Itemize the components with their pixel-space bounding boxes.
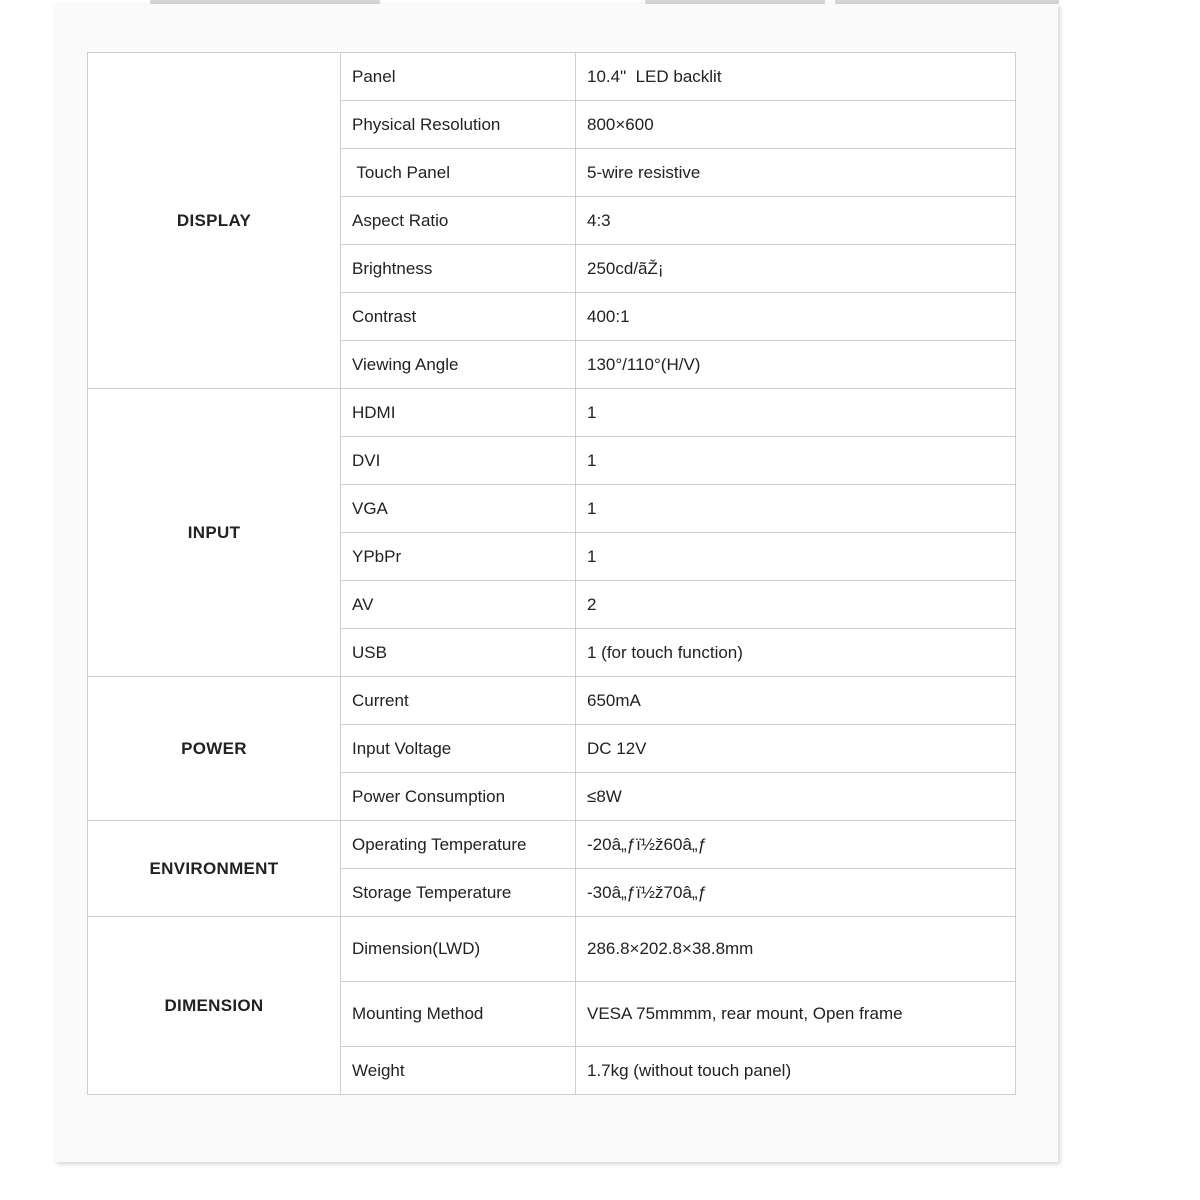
spec-value: 286.8×202.8×38.8mm bbox=[576, 917, 1016, 982]
spec-label: Physical Resolution bbox=[341, 101, 576, 149]
category-power: POWER bbox=[88, 677, 341, 821]
spec-value: 400:1 bbox=[576, 293, 1016, 341]
spec-label: Mounting Method bbox=[341, 982, 576, 1047]
spec-label: Storage Temperature bbox=[341, 869, 576, 917]
spec-label: Panel bbox=[341, 53, 576, 101]
category-environment: ENVIRONMENT bbox=[88, 821, 341, 917]
spec-label: AV bbox=[341, 581, 576, 629]
spec-value: -20â„ƒï½ž60â„ƒ bbox=[576, 821, 1016, 869]
spec-value: 2 bbox=[576, 581, 1016, 629]
spec-label: Viewing Angle bbox=[341, 341, 576, 389]
specification-table-body bbox=[88, 53, 1016, 1095]
category-input: INPUT bbox=[88, 389, 341, 677]
spec-value: 800×600 bbox=[576, 101, 1016, 149]
spec-card bbox=[55, 4, 1058, 1162]
spec-value: 1 (for touch function) bbox=[576, 629, 1016, 677]
spec-label: Brightness bbox=[341, 245, 576, 293]
spec-label: Dimension(LWD) bbox=[341, 917, 576, 982]
spec-label: Power Consumption bbox=[341, 773, 576, 821]
spec-value: ≤8W bbox=[576, 773, 1016, 821]
spec-label: Input Voltage bbox=[341, 725, 576, 773]
spec-value: 10.4" LED backlit bbox=[576, 53, 1016, 101]
category-display: DISPLAY bbox=[88, 53, 341, 389]
spec-label: HDMI bbox=[341, 389, 576, 437]
specification-table bbox=[87, 52, 1016, 1095]
spec-value: -30â„ƒï½ž70â„ƒ bbox=[576, 869, 1016, 917]
spec-value: VESA 75mmmm, rear mount, Open frame bbox=[576, 982, 1016, 1047]
spec-value: 5-wire resistive bbox=[576, 149, 1016, 197]
spec-label: Weight bbox=[341, 1047, 576, 1095]
spec-row bbox=[88, 917, 1016, 982]
spec-label: Operating Temperature bbox=[341, 821, 576, 869]
spec-value: DC 12V bbox=[576, 725, 1016, 773]
spec-label: Touch Panel bbox=[341, 149, 576, 197]
spec-row bbox=[88, 53, 1016, 101]
spec-row bbox=[88, 389, 1016, 437]
category-dimension: DIMENSION bbox=[88, 917, 341, 1095]
spec-value: 1 bbox=[576, 485, 1016, 533]
spec-value: 4:3 bbox=[576, 197, 1016, 245]
spec-row bbox=[88, 821, 1016, 869]
spec-label: Current bbox=[341, 677, 576, 725]
spec-label: USB bbox=[341, 629, 576, 677]
spec-value: 1.7kg (without touch panel) bbox=[576, 1047, 1016, 1095]
spec-value: 1 bbox=[576, 389, 1016, 437]
spec-value: 250cd/ãŽ¡ bbox=[576, 245, 1016, 293]
spec-label: VGA bbox=[341, 485, 576, 533]
spec-label: Contrast bbox=[341, 293, 576, 341]
spec-label: Aspect Ratio bbox=[341, 197, 576, 245]
spec-value: 650mA bbox=[576, 677, 1016, 725]
spec-value: 1 bbox=[576, 437, 1016, 485]
spec-value: 130°/110°(H/V) bbox=[576, 341, 1016, 389]
spec-label: YPbPr bbox=[341, 533, 576, 581]
spec-label: DVI bbox=[341, 437, 576, 485]
spec-row bbox=[88, 677, 1016, 725]
spec-value: 1 bbox=[576, 533, 1016, 581]
